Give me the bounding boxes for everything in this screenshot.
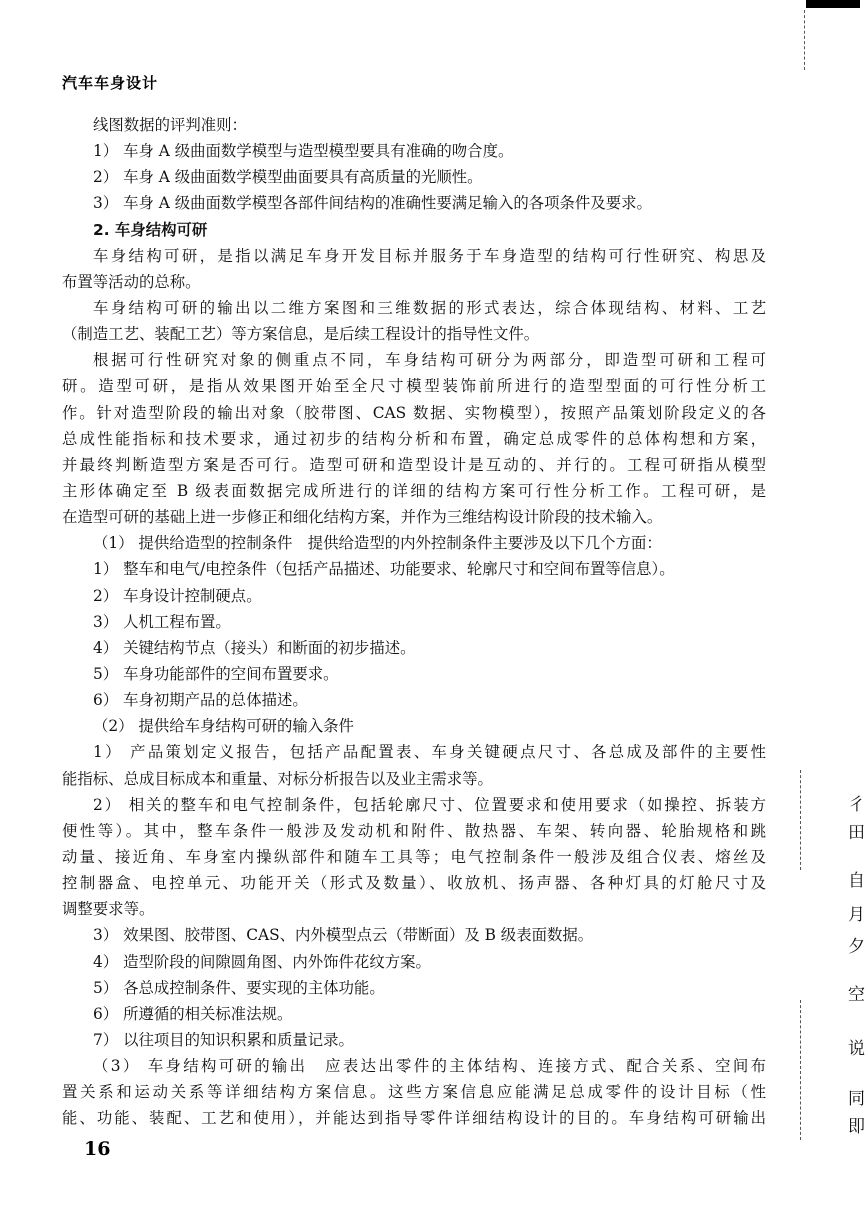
text-line: 3） 人机工程布置。: [93, 612, 231, 631]
text-line: 5） 各总成控制条件、要实现的主体功能。: [93, 978, 385, 997]
text-line: 4） 关键结构节点（接头）和断面的初步描述。: [93, 638, 416, 657]
edge-glyph: 月: [848, 905, 865, 925]
edge-glyph: 彳: [848, 795, 865, 815]
text-line: 1） 整车和电气/电控条件（包括产品描述、功能要求、轮廓尺寸和空间布置等信息）。: [93, 560, 675, 579]
text-line: 5） 车身功能部件的空间布置要求。: [93, 664, 339, 683]
text-line: 3） 效果图、胶带图、CAS、内外模型点云（带断面）及 B 级表面数据。: [93, 926, 594, 945]
text-line: 布置等活动的总称。: [62, 272, 201, 291]
text-line: 车身结构可研的输出以二维方案图和三维数据的形式表达，综合体现结构、材料、工艺: [93, 298, 766, 317]
text-line: 作。针对造型阶段的输出对象（胶带图、CAS 数据、实物模型），按照产品策划阶段定义的各: [62, 403, 766, 422]
text-line: 1） 产品策划定义报告，包括产品配置表、车身关键硬点尺寸、各总成及部件的主要性: [93, 743, 766, 762]
text-line: 总成性能指标和技术要求，通过初步的结构分析和布置，确定总成零件的总体构想和方案，: [62, 429, 766, 448]
text-line: 2） 相关的整车和电气控制条件，包括轮廓尺寸、位置要求和使用要求（如操控、拆装方: [93, 795, 766, 814]
text-line: 动量、接近角、车身室内操纵部件和随车工具等；电气控制条件一般涉及组合仪表、熔丝及: [62, 847, 766, 866]
text-line: 6） 车身初期产品的总体描述。: [93, 691, 308, 710]
body-text: [62, 112, 766, 1131]
text-line: 置关系和运动关系等详细结构方案信息。这些方案信息应能满足总成零件的设计目标（性: [62, 1083, 766, 1102]
edge-glyph: 说: [848, 1039, 865, 1059]
text-line: 线图数据的评判准则：: [93, 116, 247, 134]
text-line: （制造工艺、装配工艺）等方案信息，是后续工程设计的指导性文件。: [62, 325, 540, 344]
edge-glyph: 田: [848, 823, 865, 843]
scan-speckle: [800, 1000, 803, 1140]
text-line: 3） 车身 A 级曲面数学模型各部件间结构的准确性要满足输入的各项条件及要求。: [93, 194, 652, 213]
scan-speckle: [804, 10, 807, 70]
edge-shadow: [806, 0, 860, 8]
text-line: 能、功能、装配、工艺和使用），并能达到指导零件详细结构设计的目的。车身结构可研输出: [62, 1109, 766, 1128]
text-line: 1） 车身 A 级曲面数学模型与造型模型要具有准确的吻合度。: [93, 142, 514, 161]
text-line: 7） 以往项目的知识积累和质量记录。: [93, 1030, 354, 1049]
text-line: 车身结构可研，是指以满足车身开发目标并服务于车身造型的结构可行性研究、构思及: [93, 246, 766, 265]
text-line: 4） 造型阶段的间隙圆角图、内外饰件花纹方案。: [93, 952, 431, 971]
text-line: 研。造型可研，是指从效果图开始至全尺寸模型装饰前所进行的造型型面的可行性分析工: [62, 377, 766, 396]
text-line: 调整要求等。: [62, 900, 155, 919]
edge-glyph: 自: [848, 871, 865, 891]
section-heading: 2. 车身结构可研: [93, 220, 208, 239]
text-line: 控制器盒、电控单元、功能开关（形式及数量）、收放机、扬声器、各种灯具的灯舱尺寸及: [62, 874, 766, 893]
text-line: 6） 所遵循的相关标准法规。: [93, 1004, 293, 1023]
text-line: 能指标、总成目标成本和重量、对标分析报告以及业主需求等。: [62, 769, 493, 788]
text-line: 主形体确定至 B 级表面数据完成所进行的详细的结构方案可行性分析工作。工程可研，是: [62, 481, 766, 500]
text-line: （3） 车身结构可研的输出 应表达出零件的主体结构、连接方式、配合关系、空间布: [93, 1057, 766, 1076]
edge-glyph: 同: [848, 1089, 865, 1109]
text-line: 并最终判断造型方案是否可行。造型可研和造型设计是互动的、并行的。工程可研指从模型: [62, 455, 766, 474]
text-line: 2） 车身设计控制硬点。: [93, 586, 262, 605]
scan-speckle: [800, 770, 803, 870]
edge-glyph: 夕: [848, 937, 865, 957]
text-line: 根据可行性研究对象的侧重点不同，车身结构可研分为两部分，即造型可研和工程可: [93, 351, 766, 370]
edge-glyph: 即: [848, 1117, 865, 1137]
text-line: （1） 提供给造型的控制条件 提供给造型的内外控制条件主要涉及以下几个方面：: [93, 534, 662, 553]
text-line: （2） 提供给车身结构可研的输入条件: [93, 717, 354, 736]
page-number: 16: [84, 1138, 111, 1160]
text-line: 2） 车身 A 级曲面数学模型曲面要具有高质量的光顺性。: [93, 168, 483, 187]
text-line: 便性等）。其中，整车条件一般涉及发动机和附件、散热器、车架、转向器、轮胎规格和跳: [62, 821, 766, 840]
text-line: 在造型可研的基础上进一步修正和细化结构方案，并作为三维结构设计阶段的技术输入。: [62, 508, 663, 527]
running-header: 汽车车身设计: [62, 74, 159, 92]
edge-glyph: 空: [848, 985, 865, 1005]
